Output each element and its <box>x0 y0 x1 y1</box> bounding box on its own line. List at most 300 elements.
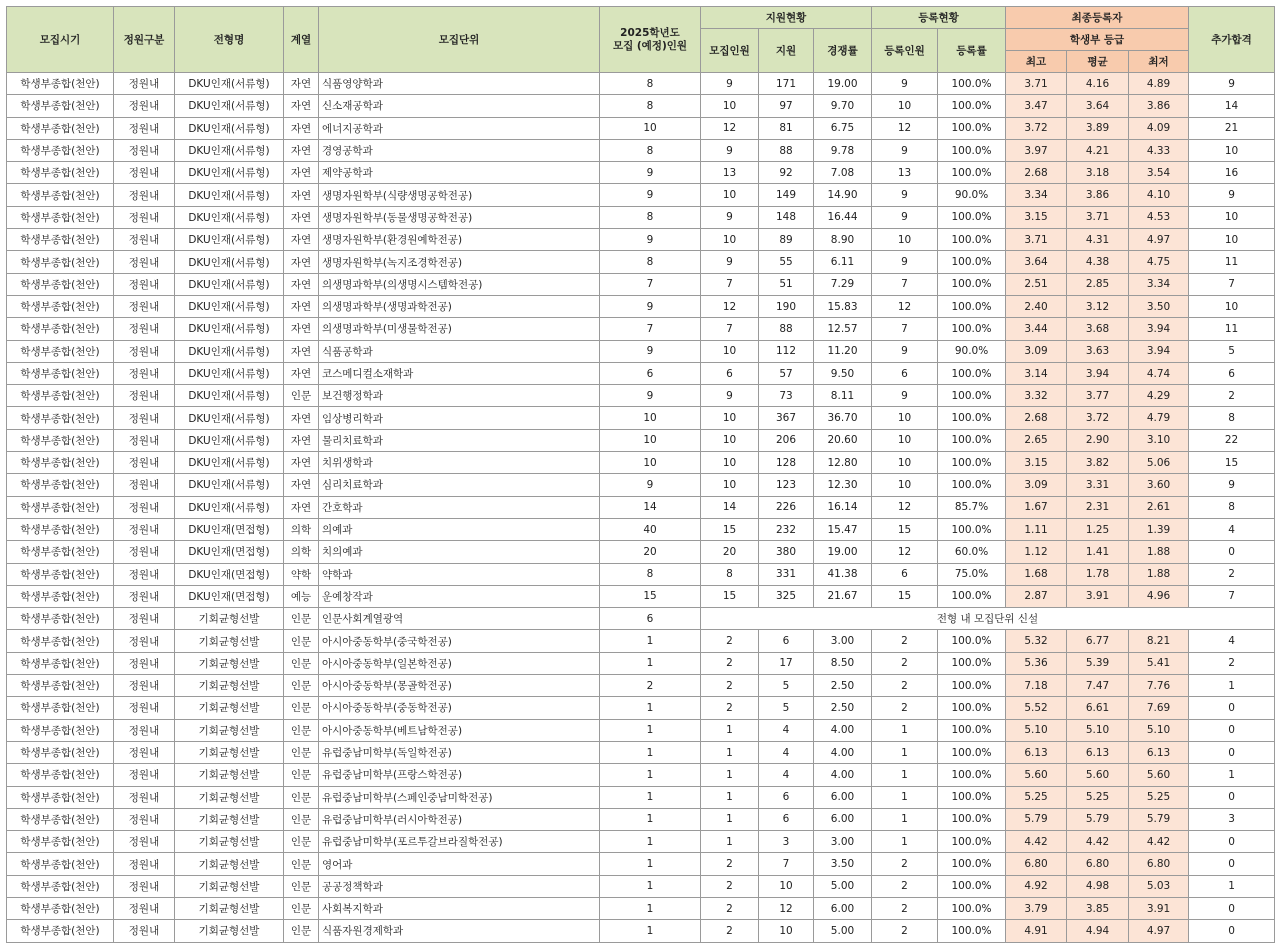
cell-quota-type[interactable]: 정원내 <box>114 117 175 139</box>
cell-recruit[interactable]: 2 <box>701 853 759 875</box>
cell-enrolled[interactable]: 1 <box>872 719 938 741</box>
cell-grade-lowest[interactable]: 3.10 <box>1129 429 1189 451</box>
header-grade-group[interactable]: 학생부 등급 <box>1006 29 1189 51</box>
cell-grade-lowest[interactable]: 7.76 <box>1129 675 1189 697</box>
cell-grade-lowest[interactable]: 2.61 <box>1129 496 1189 518</box>
table-row[interactable] <box>7 719 1275 741</box>
cell-recruit[interactable]: 9 <box>701 139 759 161</box>
cell-grade-lowest[interactable]: 5.79 <box>1129 808 1189 830</box>
cell-additional[interactable]: 1 <box>1189 875 1275 897</box>
cell-field[interactable]: 인문 <box>284 697 319 719</box>
cell-ratio[interactable]: 7.29 <box>814 273 872 295</box>
cell-grade-average[interactable]: 3.89 <box>1067 117 1129 139</box>
cell-additional[interactable]: 15 <box>1189 452 1275 474</box>
table-row[interactable] <box>7 229 1275 251</box>
cell-enroll-rate[interactable]: 90.0% <box>938 340 1006 362</box>
cell-grade-average[interactable]: 3.12 <box>1067 295 1129 317</box>
cell-enroll-rate[interactable]: 100.0% <box>938 741 1006 763</box>
cell-additional[interactable]: 0 <box>1189 831 1275 853</box>
cell-admission-type[interactable]: 기회균형선발 <box>175 630 284 652</box>
cell-enroll-rate[interactable]: 90.0% <box>938 184 1006 206</box>
cell-enroll-rate[interactable]: 100.0% <box>938 229 1006 251</box>
cell-grade-highest[interactable]: 3.34 <box>1006 184 1067 206</box>
cell-admission-type[interactable]: 기회균형선발 <box>175 697 284 719</box>
cell-unit[interactable]: 신소재공학과 <box>319 95 600 117</box>
cell-enroll-rate[interactable]: 100.0% <box>938 206 1006 228</box>
cell-quota-type[interactable]: 정원내 <box>114 897 175 919</box>
cell-additional[interactable]: 11 <box>1189 251 1275 273</box>
cell-recruit[interactable]: 15 <box>701 585 759 607</box>
cell-ratio[interactable]: 12.80 <box>814 452 872 474</box>
cell-recruit[interactable]: 9 <box>701 73 759 95</box>
cell-admission-type[interactable]: 기회균형선발 <box>175 853 284 875</box>
table-row[interactable] <box>7 675 1275 697</box>
cell-admission-type[interactable]: DKU인재(면접형) <box>175 541 284 563</box>
cell-recruit[interactable]: 8 <box>701 563 759 585</box>
table-row[interactable] <box>7 585 1275 607</box>
cell-admission-type[interactable]: 기회균형선발 <box>175 786 284 808</box>
cell-admission-type[interactable]: 기회균형선발 <box>175 897 284 919</box>
cell-unit[interactable]: 임상병리학과 <box>319 407 600 429</box>
cell-admission-type[interactable]: 기회균형선발 <box>175 675 284 697</box>
cell-recruit[interactable]: 10 <box>701 429 759 451</box>
cell-enroll-rate[interactable]: 100.0% <box>938 786 1006 808</box>
cell-grade-lowest[interactable]: 4.33 <box>1129 139 1189 161</box>
cell-grade-average[interactable]: 4.38 <box>1067 251 1129 273</box>
cell-unit[interactable]: 생명자원학부(환경원예학전공) <box>319 229 600 251</box>
cell-period[interactable]: 학생부종합(천안) <box>7 875 114 897</box>
cell-ratio[interactable]: 15.83 <box>814 295 872 317</box>
cell-ratio[interactable]: 6.00 <box>814 786 872 808</box>
cell-applicants[interactable]: 10 <box>759 875 814 897</box>
cell-applicants[interactable]: 380 <box>759 541 814 563</box>
cell-quota-type[interactable]: 정원내 <box>114 741 175 763</box>
cell-grade-highest[interactable]: 2.68 <box>1006 162 1067 184</box>
header-ratio[interactable]: 경쟁률 <box>814 29 872 73</box>
cell-enrolled[interactable]: 1 <box>872 741 938 763</box>
cell-period[interactable]: 학생부종합(천안) <box>7 518 114 540</box>
cell-grade-highest[interactable]: 3.47 <box>1006 95 1067 117</box>
cell-grade-highest[interactable]: 3.09 <box>1006 340 1067 362</box>
cell-applicants[interactable]: 367 <box>759 407 814 429</box>
cell-enrolled[interactable]: 2 <box>872 875 938 897</box>
cell-enroll-rate[interactable]: 100.0% <box>938 295 1006 317</box>
cell-grade-average[interactable]: 7.47 <box>1067 675 1129 697</box>
cell-unit[interactable]: 유럽중남미학부(러시아학전공) <box>319 808 600 830</box>
cell-period[interactable]: 학생부종합(천안) <box>7 251 114 273</box>
cell-field[interactable]: 자연 <box>284 474 319 496</box>
cell-recruit[interactable]: 10 <box>701 229 759 251</box>
cell-ratio[interactable]: 2.50 <box>814 675 872 697</box>
cell-period[interactable]: 학생부종합(천안) <box>7 496 114 518</box>
table-row[interactable] <box>7 117 1275 139</box>
cell-planned[interactable]: 1 <box>600 831 701 853</box>
cell-enrolled[interactable]: 12 <box>872 117 938 139</box>
cell-ratio[interactable]: 6.00 <box>814 897 872 919</box>
cell-grade-average[interactable]: 2.85 <box>1067 273 1129 295</box>
cell-grade-average[interactable]: 6.13 <box>1067 741 1129 763</box>
cell-grade-highest[interactable]: 2.51 <box>1006 273 1067 295</box>
cell-ratio[interactable]: 36.70 <box>814 407 872 429</box>
cell-admission-type[interactable]: DKU인재(서류형) <box>175 139 284 161</box>
cell-recruit[interactable]: 10 <box>701 452 759 474</box>
cell-grade-lowest[interactable]: 5.41 <box>1129 652 1189 674</box>
cell-quota-type[interactable]: 정원내 <box>114 652 175 674</box>
cell-period[interactable]: 학생부종합(천안) <box>7 184 114 206</box>
cell-grade-highest[interactable]: 4.42 <box>1006 831 1067 853</box>
cell-recruit[interactable]: 2 <box>701 697 759 719</box>
cell-additional[interactable]: 4 <box>1189 630 1275 652</box>
cell-planned[interactable]: 8 <box>600 563 701 585</box>
cell-grade-highest[interactable]: 6.80 <box>1006 853 1067 875</box>
cell-field[interactable]: 자연 <box>284 117 319 139</box>
cell-grade-average[interactable]: 2.31 <box>1067 496 1129 518</box>
cell-grade-highest[interactable]: 3.15 <box>1006 452 1067 474</box>
cell-grade-highest[interactable]: 3.32 <box>1006 385 1067 407</box>
cell-quota-type[interactable]: 정원내 <box>114 719 175 741</box>
cell-quota-type[interactable]: 정원내 <box>114 831 175 853</box>
cell-additional[interactable]: 2 <box>1189 385 1275 407</box>
cell-period[interactable]: 학생부종합(천안) <box>7 295 114 317</box>
cell-field[interactable]: 자연 <box>284 229 319 251</box>
cell-field[interactable]: 자연 <box>284 162 319 184</box>
cell-additional[interactable]: 7 <box>1189 585 1275 607</box>
cell-grade-average[interactable]: 4.21 <box>1067 139 1129 161</box>
table-row[interactable] <box>7 697 1275 719</box>
cell-grade-highest[interactable]: 4.92 <box>1006 875 1067 897</box>
cell-period[interactable]: 학생부종합(천안) <box>7 452 114 474</box>
cell-recruit[interactable]: 9 <box>701 251 759 273</box>
cell-admission-type[interactable]: DKU인재(면접형) <box>175 585 284 607</box>
cell-quota-type[interactable]: 정원내 <box>114 340 175 362</box>
cell-grade-average[interactable]: 4.31 <box>1067 229 1129 251</box>
cell-recruit[interactable]: 10 <box>701 340 759 362</box>
cell-grade-average[interactable]: 3.85 <box>1067 897 1129 919</box>
cell-quota-type[interactable]: 정원내 <box>114 585 175 607</box>
cell-enroll-rate[interactable]: 100.0% <box>938 675 1006 697</box>
table-row[interactable] <box>7 407 1275 429</box>
cell-planned[interactable]: 1 <box>600 652 701 674</box>
cell-grade-lowest[interactable]: 3.54 <box>1129 162 1189 184</box>
cell-ratio[interactable]: 3.00 <box>814 831 872 853</box>
cell-field[interactable]: 인문 <box>284 608 319 630</box>
cell-enrolled[interactable]: 2 <box>872 630 938 652</box>
cell-enrolled[interactable]: 15 <box>872 585 938 607</box>
cell-enroll-rate[interactable]: 100.0% <box>938 73 1006 95</box>
table-row[interactable] <box>7 139 1275 161</box>
cell-period[interactable]: 학생부종합(천안) <box>7 786 114 808</box>
cell-ratio[interactable]: 20.60 <box>814 429 872 451</box>
cell-period[interactable]: 학생부종합(천안) <box>7 206 114 228</box>
table-row[interactable] <box>7 295 1275 317</box>
cell-recruit[interactable]: 2 <box>701 897 759 919</box>
cell-recruit[interactable]: 12 <box>701 295 759 317</box>
cell-enroll-rate[interactable]: 100.0% <box>938 764 1006 786</box>
cell-quota-type[interactable]: 정원내 <box>114 318 175 340</box>
cell-grade-average[interactable]: 3.31 <box>1067 474 1129 496</box>
cell-grade-highest[interactable]: 2.87 <box>1006 585 1067 607</box>
cell-quota-type[interactable]: 정원내 <box>114 162 175 184</box>
cell-admission-type[interactable]: DKU인재(서류형) <box>175 73 284 95</box>
cell-applicants[interactable]: 123 <box>759 474 814 496</box>
cell-field[interactable]: 자연 <box>284 452 319 474</box>
cell-enrolled[interactable]: 2 <box>872 897 938 919</box>
cell-ratio[interactable]: 6.11 <box>814 251 872 273</box>
cell-admission-type[interactable]: DKU인재(서류형) <box>175 452 284 474</box>
cell-grade-lowest[interactable]: 3.94 <box>1129 318 1189 340</box>
cell-admission-type[interactable]: 기회균형선발 <box>175 808 284 830</box>
table-row[interactable] <box>7 786 1275 808</box>
cell-grade-average[interactable]: 3.64 <box>1067 95 1129 117</box>
cell-grade-lowest[interactable]: 5.06 <box>1129 452 1189 474</box>
cell-additional[interactable]: 0 <box>1189 697 1275 719</box>
cell-field[interactable]: 자연 <box>284 206 319 228</box>
cell-recruit[interactable]: 2 <box>701 630 759 652</box>
cell-additional[interactable]: 0 <box>1189 920 1275 942</box>
cell-field[interactable]: 인문 <box>284 652 319 674</box>
cell-grade-highest[interactable]: 2.65 <box>1006 429 1067 451</box>
cell-enrolled[interactable]: 1 <box>872 808 938 830</box>
cell-planned[interactable]: 9 <box>600 474 701 496</box>
cell-enroll-rate[interactable]: 100.0% <box>938 362 1006 384</box>
header-period[interactable]: 모집시기 <box>7 7 114 73</box>
cell-applicants[interactable]: 7 <box>759 853 814 875</box>
cell-field[interactable]: 자연 <box>284 295 319 317</box>
cell-admission-type[interactable]: 기회균형선발 <box>175 764 284 786</box>
cell-enroll-rate[interactable]: 100.0% <box>938 385 1006 407</box>
cell-enroll-rate[interactable]: 100.0% <box>938 697 1006 719</box>
cell-recruit[interactable]: 10 <box>701 407 759 429</box>
cell-planned[interactable]: 7 <box>600 318 701 340</box>
cell-applicants[interactable]: 57 <box>759 362 814 384</box>
cell-admission-type[interactable]: DKU인재(서류형) <box>175 385 284 407</box>
cell-admission-type[interactable]: DKU인재(서류형) <box>175 162 284 184</box>
table-row[interactable] <box>7 206 1275 228</box>
cell-ratio[interactable]: 6.75 <box>814 117 872 139</box>
cell-grade-lowest[interactable]: 1.88 <box>1129 563 1189 585</box>
cell-enrolled[interactable]: 7 <box>872 318 938 340</box>
cell-recruit[interactable]: 15 <box>701 518 759 540</box>
cell-grade-lowest[interactable]: 4.74 <box>1129 362 1189 384</box>
cell-planned[interactable]: 10 <box>600 452 701 474</box>
header-applicants[interactable]: 지원 <box>759 29 814 73</box>
cell-unit[interactable]: 생명자원학부(식량생명공학전공) <box>319 184 600 206</box>
cell-grade-highest[interactable]: 1.12 <box>1006 541 1067 563</box>
cell-grade-highest[interactable]: 3.44 <box>1006 318 1067 340</box>
cell-period[interactable]: 학생부종합(천안) <box>7 675 114 697</box>
cell-grade-average[interactable]: 3.18 <box>1067 162 1129 184</box>
cell-planned[interactable]: 8 <box>600 73 701 95</box>
cell-planned[interactable]: 9 <box>600 295 701 317</box>
cell-additional[interactable]: 8 <box>1189 496 1275 518</box>
cell-ratio[interactable]: 8.50 <box>814 652 872 674</box>
cell-period[interactable]: 학생부종합(천안) <box>7 95 114 117</box>
cell-grade-highest[interactable]: 1.67 <box>1006 496 1067 518</box>
cell-unit[interactable]: 의생명과학부(미생물학전공) <box>319 318 600 340</box>
cell-applicants[interactable]: 331 <box>759 563 814 585</box>
cell-ratio[interactable]: 16.14 <box>814 496 872 518</box>
cell-ratio[interactable]: 2.50 <box>814 697 872 719</box>
cell-note[interactable]: 전형 내 모집단위 신설 <box>701 608 1275 630</box>
cell-grade-lowest[interactable]: 3.50 <box>1129 295 1189 317</box>
cell-recruit[interactable]: 9 <box>701 206 759 228</box>
cell-field[interactable]: 예능 <box>284 585 319 607</box>
cell-enroll-rate[interactable]: 100.0% <box>938 875 1006 897</box>
cell-applicants[interactable]: 12 <box>759 897 814 919</box>
cell-admission-type[interactable]: 기회균형선발 <box>175 875 284 897</box>
table-row[interactable] <box>7 496 1275 518</box>
cell-applicants[interactable]: 325 <box>759 585 814 607</box>
cell-period[interactable]: 학생부종합(천안) <box>7 697 114 719</box>
cell-planned[interactable]: 6 <box>600 608 701 630</box>
cell-applicants[interactable]: 3 <box>759 831 814 853</box>
cell-field[interactable]: 자연 <box>284 139 319 161</box>
cell-planned[interactable]: 9 <box>600 184 701 206</box>
cell-grade-highest[interactable]: 7.18 <box>1006 675 1067 697</box>
cell-applicants[interactable]: 4 <box>759 741 814 763</box>
cell-grade-lowest[interactable]: 6.13 <box>1129 741 1189 763</box>
cell-unit[interactable]: 운예창작과 <box>319 585 600 607</box>
cell-grade-lowest[interactable]: 5.60 <box>1129 764 1189 786</box>
cell-unit[interactable]: 의예과 <box>319 518 600 540</box>
cell-recruit[interactable]: 7 <box>701 273 759 295</box>
cell-grade-average[interactable]: 6.77 <box>1067 630 1129 652</box>
header-average[interactable]: 평균 <box>1067 51 1129 73</box>
cell-applicants[interactable]: 17 <box>759 652 814 674</box>
table-row[interactable] <box>7 652 1275 674</box>
cell-ratio[interactable]: 9.50 <box>814 362 872 384</box>
cell-planned[interactable]: 8 <box>600 139 701 161</box>
cell-quota-type[interactable]: 정원내 <box>114 630 175 652</box>
cell-grade-lowest[interactable]: 3.34 <box>1129 273 1189 295</box>
cell-unit[interactable]: 제약공학과 <box>319 162 600 184</box>
cell-field[interactable]: 인문 <box>284 675 319 697</box>
cell-unit[interactable]: 아시아중동학부(중국학전공) <box>319 630 600 652</box>
cell-grade-average[interactable]: 6.61 <box>1067 697 1129 719</box>
cell-field[interactable]: 자연 <box>284 251 319 273</box>
cell-ratio[interactable]: 9.78 <box>814 139 872 161</box>
cell-enrolled[interactable]: 6 <box>872 563 938 585</box>
cell-grade-lowest[interactable]: 4.97 <box>1129 920 1189 942</box>
cell-planned[interactable]: 10 <box>600 117 701 139</box>
cell-period[interactable]: 학생부종합(천안) <box>7 73 114 95</box>
cell-period[interactable]: 학생부종합(천안) <box>7 563 114 585</box>
cell-field[interactable]: 자연 <box>284 496 319 518</box>
cell-recruit[interactable]: 9 <box>701 385 759 407</box>
cell-planned[interactable]: 7 <box>600 273 701 295</box>
cell-planned[interactable]: 1 <box>600 808 701 830</box>
cell-additional[interactable]: 0 <box>1189 853 1275 875</box>
cell-grade-lowest[interactable]: 6.80 <box>1129 853 1189 875</box>
cell-additional[interactable]: 8 <box>1189 407 1275 429</box>
cell-admission-type[interactable]: 기회균형선발 <box>175 741 284 763</box>
cell-grade-highest[interactable]: 3.79 <box>1006 897 1067 919</box>
cell-grade-highest[interactable]: 3.15 <box>1006 206 1067 228</box>
cell-ratio[interactable]: 4.00 <box>814 741 872 763</box>
header-admission-type[interactable]: 전형명 <box>175 7 284 73</box>
cell-grade-highest[interactable]: 1.11 <box>1006 518 1067 540</box>
cell-admission-type[interactable]: DKU인재(서류형) <box>175 273 284 295</box>
cell-enrolled[interactable]: 10 <box>872 474 938 496</box>
cell-grade-highest[interactable]: 5.52 <box>1006 697 1067 719</box>
cell-quota-type[interactable]: 정원내 <box>114 251 175 273</box>
cell-admission-type[interactable]: DKU인재(서류형) <box>175 429 284 451</box>
cell-enrolled[interactable]: 2 <box>872 853 938 875</box>
cell-grade-average[interactable]: 5.10 <box>1067 719 1129 741</box>
cell-admission-type[interactable]: 기회균형선발 <box>175 831 284 853</box>
cell-quota-type[interactable]: 정원내 <box>114 429 175 451</box>
cell-field[interactable]: 인문 <box>284 875 319 897</box>
cell-recruit[interactable]: 10 <box>701 95 759 117</box>
cell-field[interactable]: 인문 <box>284 920 319 942</box>
cell-grade-highest[interactable]: 6.13 <box>1006 741 1067 763</box>
cell-unit[interactable]: 식품영양학과 <box>319 73 600 95</box>
cell-field[interactable]: 자연 <box>284 362 319 384</box>
cell-grade-highest[interactable]: 5.32 <box>1006 630 1067 652</box>
cell-applicants[interactable]: 128 <box>759 452 814 474</box>
cell-field[interactable]: 인문 <box>284 385 319 407</box>
cell-enroll-rate[interactable]: 100.0% <box>938 831 1006 853</box>
cell-admission-type[interactable]: DKU인재(서류형) <box>175 184 284 206</box>
cell-field[interactable]: 인문 <box>284 741 319 763</box>
cell-applicants[interactable]: 81 <box>759 117 814 139</box>
cell-recruit[interactable]: 13 <box>701 162 759 184</box>
cell-additional[interactable]: 2 <box>1189 563 1275 585</box>
cell-grade-highest[interactable]: 3.72 <box>1006 117 1067 139</box>
cell-grade-highest[interactable]: 1.68 <box>1006 563 1067 585</box>
cell-additional[interactable]: 0 <box>1189 741 1275 763</box>
cell-admission-type[interactable]: DKU인재(서류형) <box>175 229 284 251</box>
cell-period[interactable]: 학생부종합(천안) <box>7 652 114 674</box>
cell-recruit[interactable]: 10 <box>701 184 759 206</box>
cell-planned[interactable]: 6 <box>600 362 701 384</box>
cell-ratio[interactable]: 19.00 <box>814 73 872 95</box>
cell-recruit[interactable]: 7 <box>701 318 759 340</box>
cell-admission-type[interactable]: DKU인재(서류형) <box>175 496 284 518</box>
cell-unit[interactable]: 코스메디컬소재학과 <box>319 362 600 384</box>
cell-enrolled[interactable]: 1 <box>872 764 938 786</box>
cell-grade-average[interactable]: 5.79 <box>1067 808 1129 830</box>
cell-grade-average[interactable]: 4.42 <box>1067 831 1129 853</box>
table-row[interactable] <box>7 563 1275 585</box>
cell-unit[interactable]: 에너지공학과 <box>319 117 600 139</box>
cell-enrolled[interactable]: 9 <box>872 340 938 362</box>
header-quota-type[interactable]: 정원구분 <box>114 7 175 73</box>
cell-period[interactable]: 학생부종합(천안) <box>7 920 114 942</box>
cell-field[interactable]: 인문 <box>284 808 319 830</box>
cell-unit[interactable]: 사회복지학과 <box>319 897 600 919</box>
cell-enrolled[interactable]: 13 <box>872 162 938 184</box>
cell-applicants[interactable]: 51 <box>759 273 814 295</box>
table-row[interactable] <box>7 318 1275 340</box>
cell-period[interactable]: 학생부종합(천안) <box>7 719 114 741</box>
cell-grade-average[interactable]: 1.78 <box>1067 563 1129 585</box>
cell-field[interactable]: 인문 <box>284 897 319 919</box>
cell-enroll-rate[interactable]: 100.0% <box>938 429 1006 451</box>
cell-recruit[interactable]: 2 <box>701 652 759 674</box>
header-planned[interactable]: 2025학년도 모집 (예정)인원 <box>600 7 701 73</box>
cell-ratio[interactable]: 21.67 <box>814 585 872 607</box>
cell-admission-type[interactable]: 기회균형선발 <box>175 920 284 942</box>
cell-admission-type[interactable]: DKU인재(면접형) <box>175 563 284 585</box>
cell-planned[interactable]: 2 <box>600 675 701 697</box>
cell-enrolled[interactable]: 12 <box>872 541 938 563</box>
cell-admission-type[interactable]: DKU인재(서류형) <box>175 474 284 496</box>
cell-grade-average[interactable]: 4.16 <box>1067 73 1129 95</box>
table-row[interactable] <box>7 273 1275 295</box>
cell-additional[interactable]: 21 <box>1189 117 1275 139</box>
table-row[interactable] <box>7 541 1275 563</box>
